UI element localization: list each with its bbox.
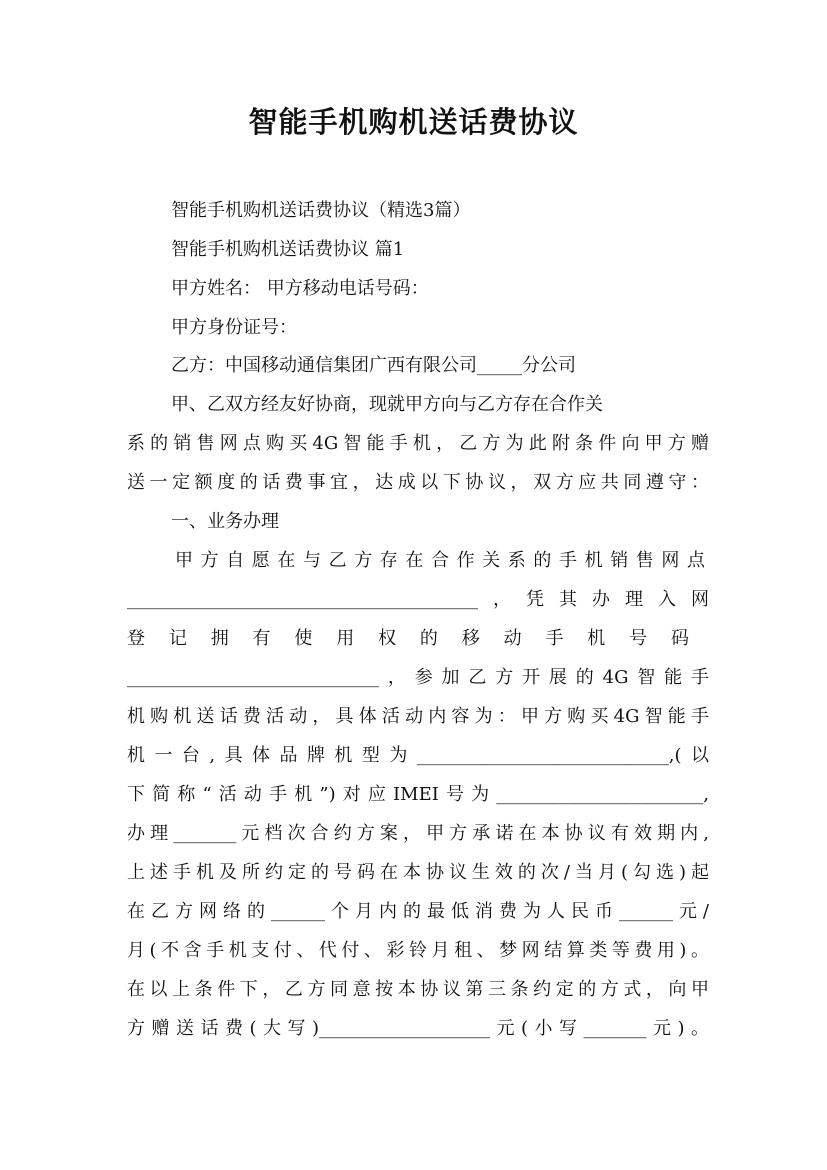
paragraph-intro-line-2: 系的销售网点购买4G智能手机，乙方为此附条件向甲方赠 [127, 433, 709, 454]
section-heading: 智能手机购机送话费协议 篇1 [171, 239, 405, 260]
clause-body-line-2: _______________________________________，凭其办理入网 [127, 589, 709, 610]
clause-body-line-9: 上述手机及所约定的号码在本协议生效的次/当月(勾选)起 [127, 862, 709, 883]
clause-body-line-10: 在乙方网络的______个月内的最低消费为人民币______元/ [127, 901, 709, 922]
clause-body-line-11: 月(不含手机支付、代付、彩铃月租、梦网结算类等费用)。 [127, 940, 709, 961]
clause-body-line-12: 在以上条件下，乙方同意按本协议第三条约定的方式，向甲 [127, 979, 709, 1000]
paragraph-intro-line-3: 送一定额度的话费事宜，达成以下协议，双方应共同遵守： [127, 472, 709, 493]
clause-body-line-8: 办理_______元档次合约方案，甲方承诺在本协议有效期内, [127, 823, 709, 844]
clause-body-line-3: 登记拥有使用权的移动手机号码 [127, 628, 709, 649]
paragraph-intro-line-1: 甲、乙双方经友好协商，现就甲方向与乙方存在合作关 [171, 394, 603, 415]
party-a-id-line: 甲方身份证号： [171, 317, 297, 338]
clause-body-line-1: 甲方自愿在与乙方存在合作关系的手机销售网点 [175, 550, 709, 571]
party-a-name-line: 甲方姓名： 甲方移动电话号码： [171, 278, 429, 299]
document-title: 智能手机购机送话费协议 [248, 105, 579, 139]
party-b-line: 乙方：中国移动通信集团广西有限公司_____分公司 [171, 355, 576, 376]
clause-body-line-6: 机一台,具体品牌机型为____________________________,(以 [127, 745, 709, 766]
subtitle-selection: 智能手机购机送话费协议（精选3篇） [171, 200, 471, 221]
clause-body-line-5: 机购机送话费活动，具体活动内容为：甲方购买4G智能手 [127, 706, 709, 727]
clause-body-line-4: ____________________________，参加乙方开展的4G智能手 [127, 667, 709, 688]
clause-heading-business: 一、业务办理 [171, 511, 279, 532]
clause-body-line-13: 方赠送话费(大写)___________________元(小写_______元)。 [127, 1018, 709, 1039]
clause-body-line-7: 下简称“活动手机”)对应IMEI号为_______________________, [127, 784, 709, 805]
